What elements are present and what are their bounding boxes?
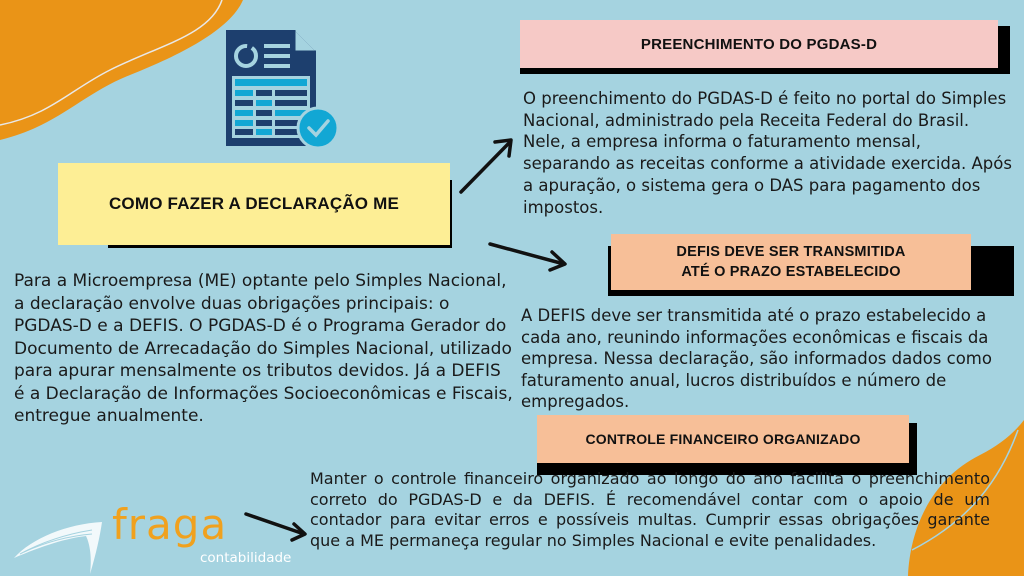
arrow-down-right-icon bbox=[486, 238, 572, 274]
defis-title-box bbox=[611, 234, 971, 290]
logo-subtitle: contabilidade bbox=[200, 550, 292, 566]
defis-paragraph: A DEFIS deve ser transmitida até o prazo estabelecido a cada ano, reunindo informações econômicas e fiscais da empresa. Nessa declaração, são informados dados como faturamento anual, lucros distribuídos e número de empregados. bbox=[521, 306, 992, 411]
arrow-right-icon bbox=[242, 508, 310, 544]
controle-title: CONTROLE FINANCEIRO ORGANIZADO bbox=[585, 431, 861, 447]
defis-title-line1: DEFIS DEVE SER TRANSMITIDA bbox=[676, 244, 906, 260]
main-title-box bbox=[58, 163, 450, 245]
orange-blob-top-left bbox=[0, 0, 260, 150]
intro-paragraph: Para a Microempresa (ME) optante pelo Simples Nacional, a declaração envolve duas obrigações principais: o PGDAS-D e a DEFIS. O PGDAS-D é o Programa Gerador do Documento de Arrecadação do Simples Nacional, utilizado para apurar mensalmente os tributos devidos. Já a DEFIS é a Declaração de Informações Socioeconômicas e Fiscais, entregue anualmente. bbox=[14, 271, 513, 426]
logo-name: fraga bbox=[112, 500, 228, 549]
defis-title-line2: ATÉ O PRAZO ESTABELECIDO bbox=[681, 264, 901, 280]
spreadsheet-document-check-icon bbox=[224, 28, 340, 154]
controle-title-box bbox=[537, 415, 909, 463]
controle-paragraph: Manter o controle financeiro organizado ao longo do ano facilita o preenchimento correto do PGDAS-D e da DEFIS. É recomendável contar com o apoio de um contador para evitar erros e possíveis multas. Cumprir essas obrigações garante que a ME permaneça regular no Simples Nacional e evite penalidades. bbox=[310, 469, 990, 550]
fraga-logo-swoosh-icon bbox=[12, 518, 110, 576]
pgdas-paragraph: O preenchimento do PGDAS-D é feito no portal do Simples Nacional, administrado pela Receita Federal do Brasil. Nele, a empresa informa o faturamento mensal, separando as receitas conforme a atividade exercida. Após a apuração, o sistema gera o DAS para pagamento dos impostos. bbox=[523, 89, 1012, 217]
pgdas-title-box bbox=[520, 20, 998, 68]
main-title: COMO FAZER A DECLARAÇÃO ME bbox=[108, 194, 400, 213]
arrow-up-right-icon bbox=[455, 130, 525, 200]
pgdas-title: PREENCHIMENTO DO PGDAS-D bbox=[640, 35, 878, 53]
